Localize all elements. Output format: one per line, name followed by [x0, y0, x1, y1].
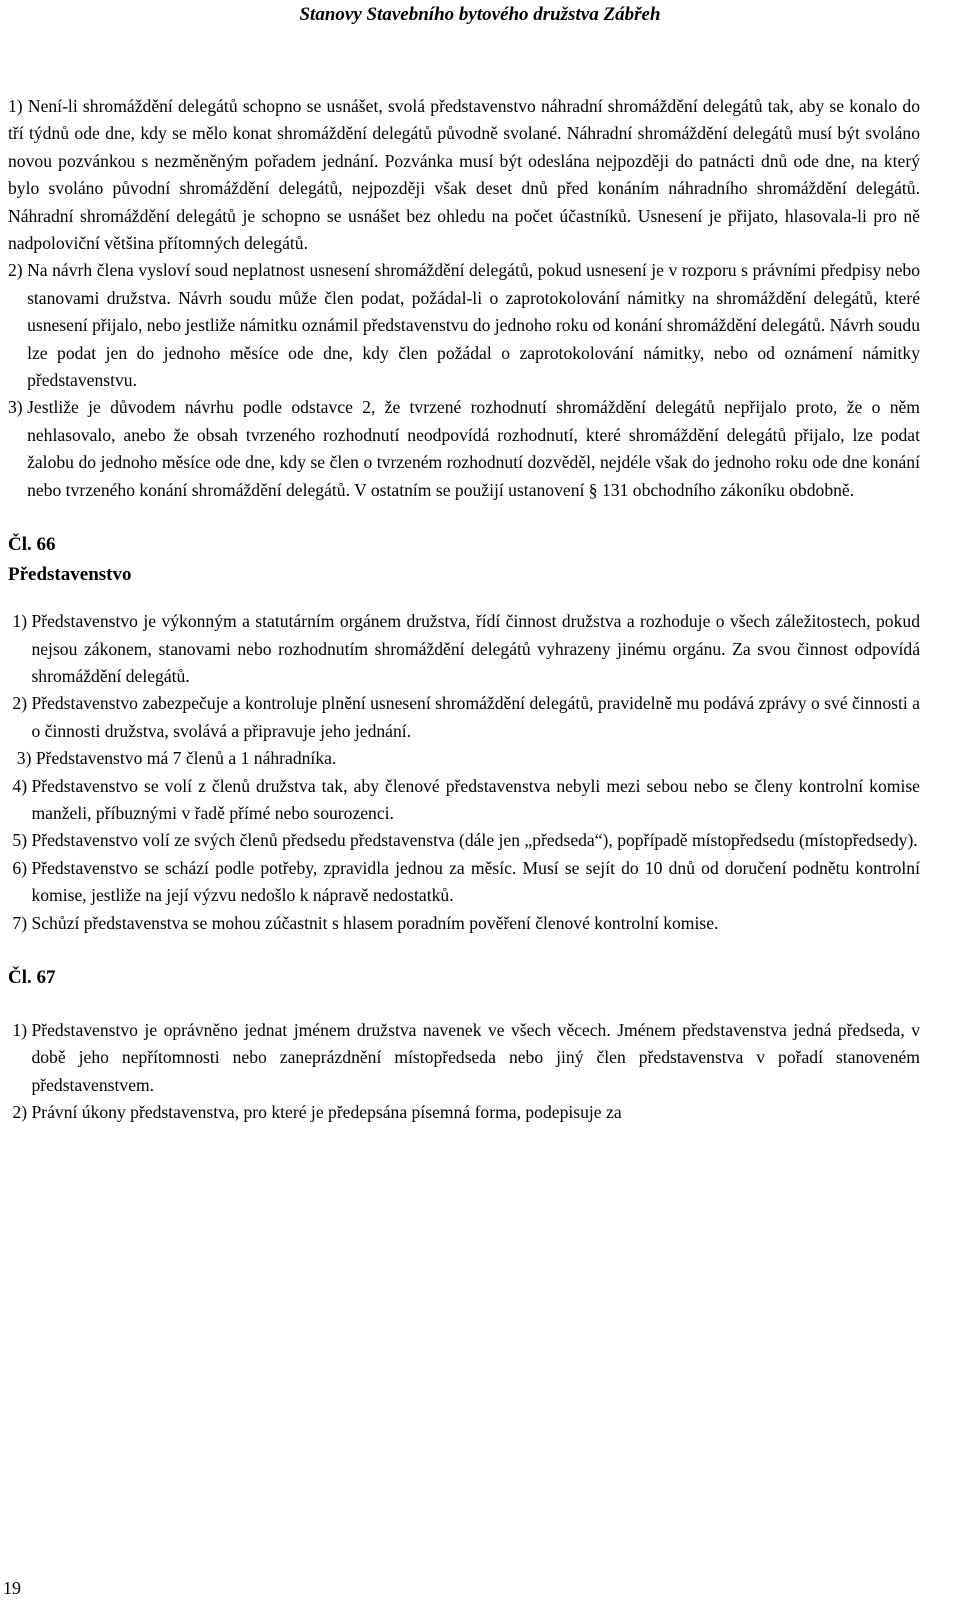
item-number: 1)	[8, 611, 32, 632]
paragraph-text: Není-li shromáždění delegátů schopno se usnášet, svolá představenstvo náhradní shromáždění delegátů tak, aby se konalo do tří týdnů ode dne, kdy se mělo konat shromáždění delegátů původně svolané. Náhradní shromáždění delegátů musí být svoláno novou pozvánkou s nezměněným pořadem jednání. Pozvánka musí být odeslána nejpozději do patnácti dnů ode dne, na který bylo svoláno původní shromáždění delegátů, nejpozději však deset dnů před konáním náhradního shromáždění delegátů. Náhradní shromáždění delegátů je schopno se usnášet bez ohledu na počet účastníků. Usnesení je přijato, hlasovala-li pro ně nadpoloviční většina přítomných delegátů.	[8, 96, 920, 254]
item-text: Představenstvo je oprávněno jednat jménem družstva navenek ve všech věcech. Jménem představenstva jedná předseda, v době jeho nepřítomnosti nebo zaneprázdnění místopředseda nebo jiný člen představenstva v pořadí stanoveném představenstvem.	[31, 1019, 920, 1095]
article-67-item-2	[8, 1099, 920, 1126]
item-number: 2)	[8, 1102, 32, 1123]
item-number: 2)	[8, 693, 32, 714]
paragraph-number: 2)	[8, 260, 28, 281]
page-number: 19	[3, 1578, 21, 1598]
article-66-heading: Čl. 66	[8, 534, 56, 556]
item-text: Právní úkony představenstva, pro které je předepsána písemná forma, podepisuje za	[31, 1102, 622, 1123]
article-67-item-1	[8, 1017, 920, 1099]
article-66-item-1	[8, 608, 920, 690]
article-66-item-6	[8, 855, 920, 910]
paragraph-number: 3)	[8, 397, 28, 418]
item-number: 3)	[8, 748, 36, 769]
paragraph-text: Na návrh člena vysloví soud neplatnost usnesení shromáždění delegátů, pokud usnesení je v rozporu s právními předpisy nebo stanovami družstva. Návrh soudu může člen podat, požádal-li o zaprotokolování námitky na shromáždění delegátů, které usnesení přijalo, nebo jestliže námitku oznámil představenstvu do jednoho roku od konání shromáždění delegátů. Návrh soudu lze podat jen do jednoho měsíce ode dne, kdy člen požádal o zaprotokolování námitky, nebo od oznámení námitky představenstvu.	[27, 260, 920, 391]
article-66-item-4	[8, 773, 920, 828]
article-66-item-7	[8, 910, 920, 937]
paragraph-text: Jestliže je důvodem návrhu podle odstavce 2, že tvrzené rozhodnutí shromáždění delegátů nepřijalo proto, že o něm nehlasovalo, anebo že obsah tvrzeného rozhodnutí neodpovídá rozhodnutí, které shromáždění delegátů přijalo, lze podat žalobu do jednoho měsíce ode dne, kdy se člen o tvrzeném rozhodnutí dozvěděl, nejdéle však do jednoho roku ode dne konání nebo tvrzeného konání shromáždění delegátů. V ostatním se použijí ustanovení § 131 obchodního zákoníku obdobně.	[27, 397, 920, 500]
item-text: Představenstvo je výkonným a statutárním orgánem družstva, řídí činnost družstva a rozhoduje o všech záležitostech, pokud nejsou zákonem, stanovami nebo rozhodnutím shromáždění delegátů vyhrazeny jinému orgánu. Za svou činnost odpovídá shromáždění delegátů.	[31, 611, 920, 686]
item-text: Představenstvo volí ze svých členů předsedu představenstva (dále jen „předseda“), popřípadě místopředsedu (místopředsedy).	[31, 830, 918, 851]
item-text: Představenstvo má 7 členů a 1 náhradníka.	[35, 748, 337, 769]
paragraph-2	[8, 257, 920, 394]
article-66-item-3	[8, 745, 920, 772]
article-66-title: Představenstvo	[8, 564, 132, 586]
article-66-item-2	[8, 690, 920, 745]
paragraph-1	[8, 93, 920, 257]
paragraph-number: 1)	[8, 96, 28, 116]
item-number: 5)	[8, 830, 32, 851]
item-number: 1)	[8, 1019, 32, 1040]
article-66-item-5	[8, 827, 920, 854]
item-text: Schůzí představenstva se mohou zúčastnit s hlasem poradním pověření členové kontrolní komise.	[31, 912, 719, 933]
item-text: Představenstvo zabezpečuje a kontroluje plnění usnesení shromáždění delegátů, pravidelně mu podává zprávy o své činnosti a o činnosti družstva, svolává a připravuje jeho jednání.	[31, 693, 920, 741]
article-67-heading: Čl. 67	[8, 966, 56, 988]
item-number: 4)	[8, 775, 32, 796]
item-text: Představenstvo se volí z členů družstva tak, aby členové představenstva nebyli mezi sebou nebo se členy kontrolní komise manželi, příbuznými v řadě přímé nebo sourozenci.	[31, 775, 920, 823]
paragraph-3	[8, 394, 920, 504]
item-number: 6)	[8, 857, 32, 878]
document-body	[8, 93, 920, 1127]
document-header: Stanovy Stavebního bytového družstva Zábřeh	[299, 4, 661, 25]
item-text: Představenstvo se schází podle potřeby, zpravidla jednou za měsíc. Musí se sejít do 10 dnů od doručení podnětu kontrolní komise, jestliže na její výzvu nedošlo k nápravě nedostatků.	[31, 857, 920, 906]
item-number: 7)	[8, 912, 32, 933]
